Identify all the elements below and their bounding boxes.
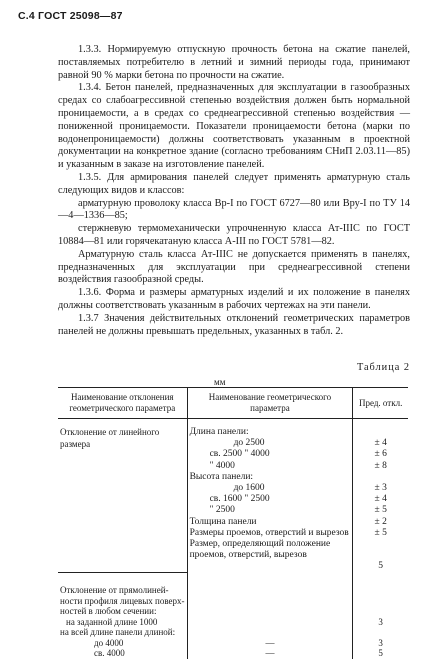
section2-line-4: на заданной длине 1000 [66,616,158,627]
section2-val-5 [355,627,406,638]
value-thickness: ± 2 [374,516,387,527]
section2-line-1: Отклонение от прямолиней- [60,585,169,596]
page-header: С.4 ГОСТ 25098—87 [18,10,123,22]
section2-mid-4 [190,617,351,628]
param-height: Высота панели: [189,471,254,482]
value-length-2500-4000: ± 6 [374,449,387,460]
header-limit-deviation: Пред. откл. [353,388,408,419]
section2-mid-3 [190,606,351,617]
section2-line-2: ности профиля лицевых поверх- [60,595,185,606]
paragraph-1-3-3: 1.3.3. Нормируемую отпускную прочность бетона на сжатие панелей, поставляемых потребителю в летний и зимний периоды года, принимают равной 90 % марки бетона по прочности на сжатие. [58,44,410,81]
paragraph-1-3-6: 1.3.6. Форма и размеры арматурных изделий и их положение в панелях должны соответствовать указанным в рабочих чертежах на эти панели. [58,287,410,311]
value-straightness-over-4000: 5 [378,648,383,659]
value-straightness-to-4000: 3 [378,637,383,648]
param-length-to-2500: до 2500 [233,438,265,449]
section1-deviation-text: Отклонение от линейного размера [60,427,160,450]
value-height-over-2500: ± 5 [374,505,387,516]
value-straightness-1000: 3 [378,616,383,627]
paragraph-1-3-7: 1.3.7 Значения действительных отклонений геометрических параметров панелей не должны превышать предельных, указанных в табл. 2. [58,312,410,337]
param-height-to-1600: до 1600 [233,483,265,494]
param-length-over-4000: " 4000 [209,460,235,471]
value-openings: ± 5 [374,527,387,538]
section2-val-1 [355,585,406,596]
param-length-2500-4000: св. 2500 " 4000 [209,449,270,460]
param-thickness: Толщина панели [189,516,257,527]
section2-mid-1 [190,585,351,596]
paragraph-steel-note: Арматурную сталь класса Ат-IIIС не допускается применять в панелях, предназначенных для эксплуатации при среднеагрессивной степени воздействия газообразной среды. [58,248,410,286]
paragraph-1-3-5: 1.3.5. Для армирования панелей следует применять арматурную сталь следующих видов и классов: [58,171,410,196]
table-units: мм [214,377,226,387]
section2-line-7: св. 4000 [94,648,125,659]
param-openings-position: Размер, определяющий положение проемов, отверстий, вырезов [189,539,331,561]
section2-line-6: до 4000 [94,637,124,648]
section2-mid-5 [190,627,351,638]
value-height-1600-2500: ± 4 [374,494,387,505]
value-height [355,472,406,483]
value-length [355,427,406,438]
section2-deviation [58,579,187,659]
section2-val-2 [355,596,406,607]
section2-mid-2 [190,596,351,607]
paragraph-rod: стержневую термомеханически упрочненную класса Ат-IIIС по ГОСТ 10884—81 или горячекатаную класса А-III по ГОСТ 5781—82. [58,223,410,247]
value-openings-position-spacer [355,550,406,561]
section1-row [58,419,408,573]
section2-dash-1: — [265,637,275,648]
section2-values [353,579,408,659]
value-length-over-4000: ± 8 [374,460,387,471]
section2-line-3: ностей в любом сечении: [60,606,157,617]
section1-params [187,419,353,573]
table-header-row [58,388,408,419]
section2-params [187,579,353,659]
section2-dash-2: — [265,648,275,659]
tolerance-table [58,387,408,659]
table-caption: Таблица 2 [356,362,410,373]
value-openings-spacer [355,539,406,550]
header-deviation-name: Наименование отклонения геометрического параметра [58,388,187,419]
value-length-to-2500: ± 4 [374,438,387,449]
param-height-1600-2500: св. 1600 " 2500 [209,494,270,505]
section2-row [58,579,408,659]
section1-deviation [58,419,187,573]
section2-line-5: на всей длине панели длиной: [60,627,176,638]
header-parameter-name: Наименование геометрического параметра [187,388,353,419]
body-text [58,44,410,338]
section1-values [353,419,408,573]
value-height-to-1600: ± 3 [374,483,387,494]
section2-val-3 [355,606,406,617]
paragraph-1-3-4: 1.3.4. Бетон панелей, предназначенных для эксплуатации в газообразных средах со слабоагрессивной степенью воздействия должен быть нормальной проницаемости, а в средах со среднеагрессивной степенью воздействия — пониженной проницаемости. Показатели проницаемости бетона (марки по водонепроницаемости) должны соответствовать указанным в проектной документации на конкретное здание (согласно требованиям СНиП 2.03.11—85) и указанным в заказе на изготовление панелей. [58,82,410,171]
param-openings: Размеры проемов, отверстий и вырезов [189,527,349,538]
param-length: Длина панели: [189,427,249,437]
param-height-over-2500: " 2500 [209,505,235,516]
paragraph-wire: арматурную проволоку класса Вр-I по ГОСТ 6727—80 или Вру-I по ТУ 14—4—1336—85; [58,197,410,222]
value-openings-position: 5 [378,561,384,572]
